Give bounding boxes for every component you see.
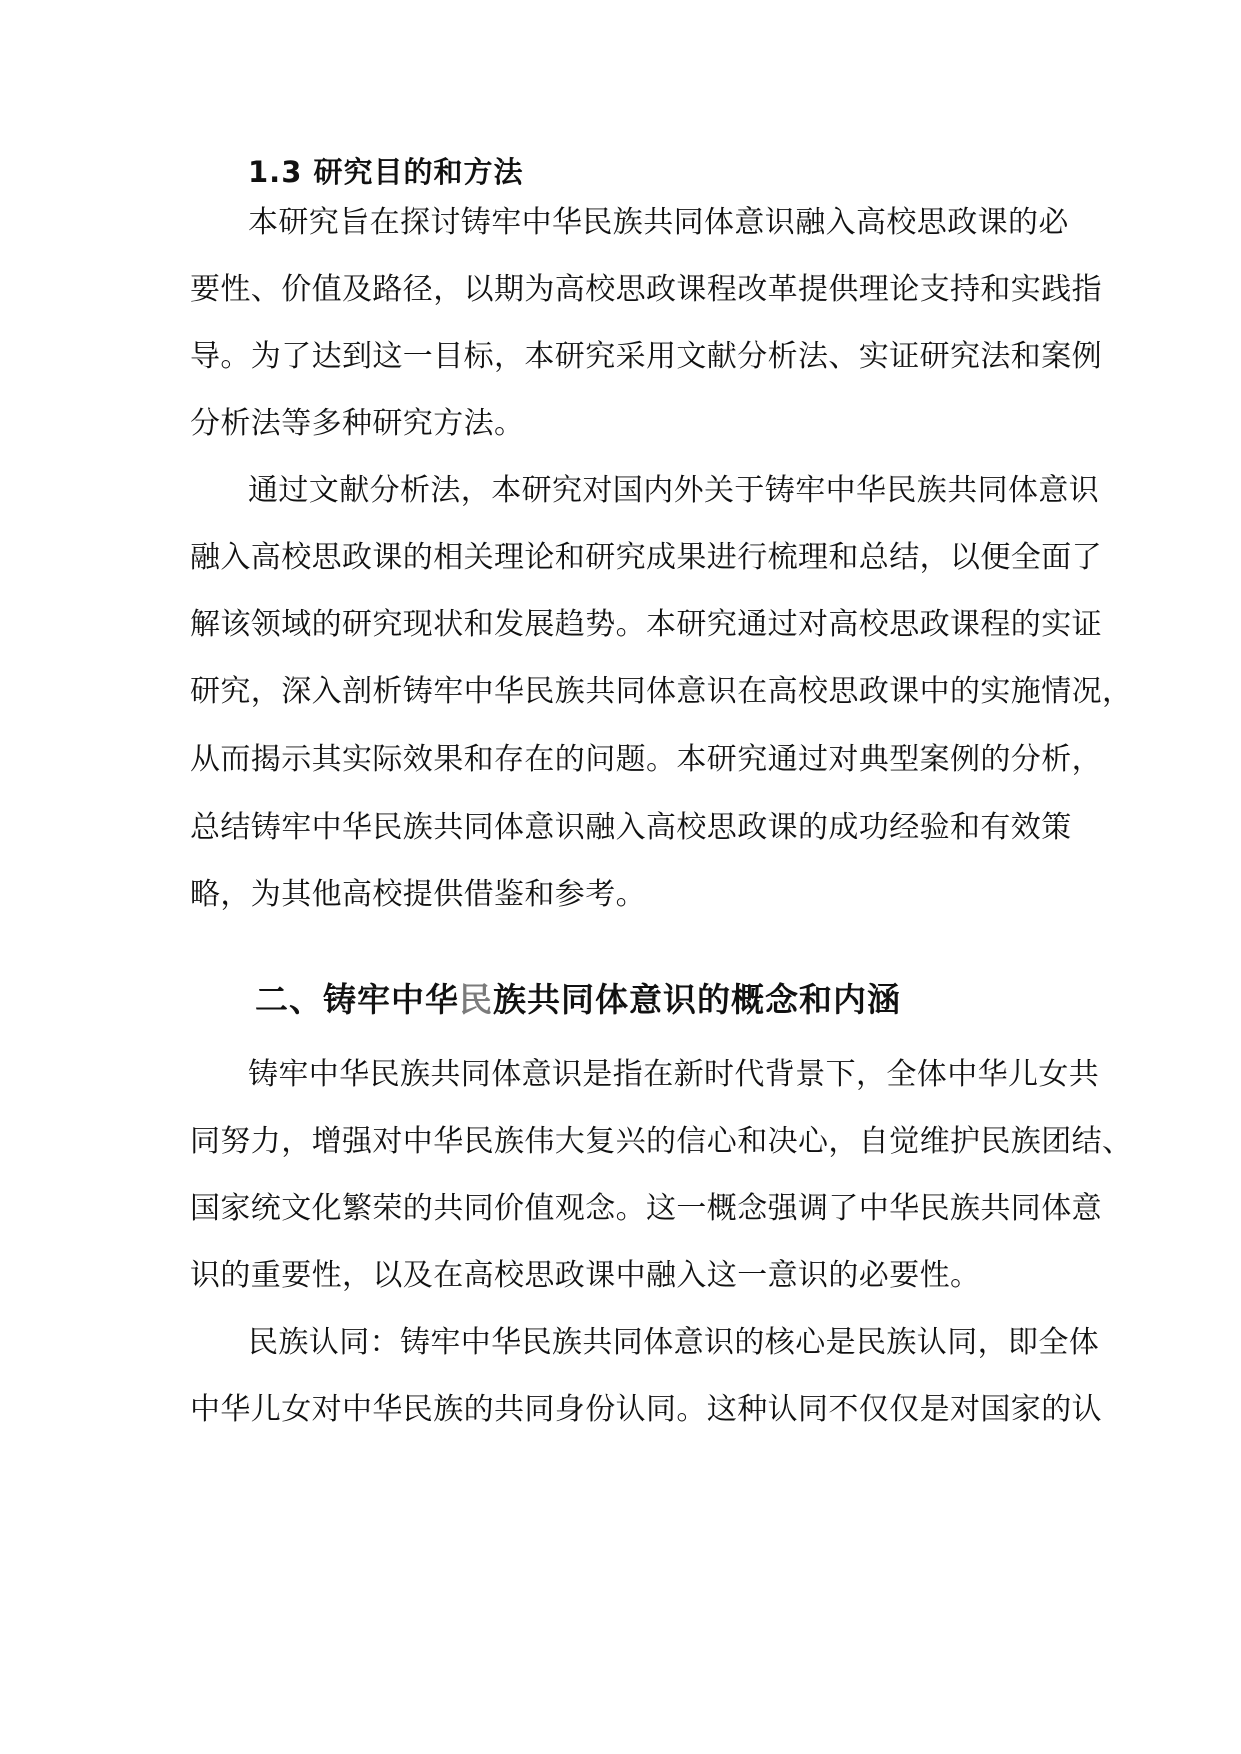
paragraph-line: 从而揭示其实际效果和存在的问题。本研究通过对典型案例的分析， [190, 742, 1102, 777]
paragraph-line: 分析法等多种研究方法。 [190, 406, 525, 441]
heading-part: 二、铸牢中华 [255, 980, 459, 1019]
paragraph-line: 通过文献分析法，本研究对国内外关于铸牢中华民族共同体意识 [248, 473, 1100, 508]
paragraph-line: 略，为其他高校提供借鉴和参考。 [190, 877, 646, 912]
paragraph-line: 同努力，增强对中华民族伟大复兴的信心和决心，自觉维护民族团结、 [190, 1124, 1133, 1159]
section-heading-1-3: 1.3 研究目的和方法 [248, 155, 524, 189]
paragraph-line: 要性、价值及路径，以期为高校思政课程改革提供理论支持和实践指 [190, 272, 1102, 307]
paragraph-line: 研究，深入剖析铸牢中华民族共同体意识在高校思政课中的实施情况， [190, 674, 1133, 709]
paragraph-line: 解该领域的研究现状和发展趋势。本研究通过对高校思政课程的实证 [190, 607, 1102, 642]
paragraph-line: 中华儿女对中华民族的共同身份认同。这种认同不仅仅是对国家的认 [190, 1392, 1102, 1427]
paragraph-line: 导。为了达到这一目标，本研究采用文献分析法、实证研究法和案例 [190, 339, 1102, 374]
paragraph-line: 本研究旨在探讨铸牢中华民族共同体意识融入高校思政课的必 [248, 205, 1069, 240]
paragraph-line: 融入高校思政课的相关理论和研究成果进行梳理和总结，以便全面了 [190, 540, 1102, 575]
paragraph-line: 总结铸牢中华民族共同体意识融入高校思政课的成功经验和有效策 [190, 810, 1072, 845]
paragraph-line: 铸牢中华民族共同体意识是指在新时代背景下，全体中华儿女共 [248, 1057, 1100, 1092]
paragraph-line: 识的重要性，以及在高校思政课中融入这一意识的必要性。 [190, 1258, 981, 1293]
heading-part-faded: 民 [459, 980, 493, 1019]
section-heading-2 [255, 980, 901, 1020]
paragraph-line: 民族认同：铸牢中华民族共同体意识的核心是民族认同，即全体 [248, 1325, 1100, 1360]
paragraph-line: 国家统文化繁荣的共同价值观念。这一概念强调了中华民族共同体意 [190, 1191, 1102, 1226]
heading-part: 族共同体意识的概念和内涵 [493, 980, 901, 1019]
